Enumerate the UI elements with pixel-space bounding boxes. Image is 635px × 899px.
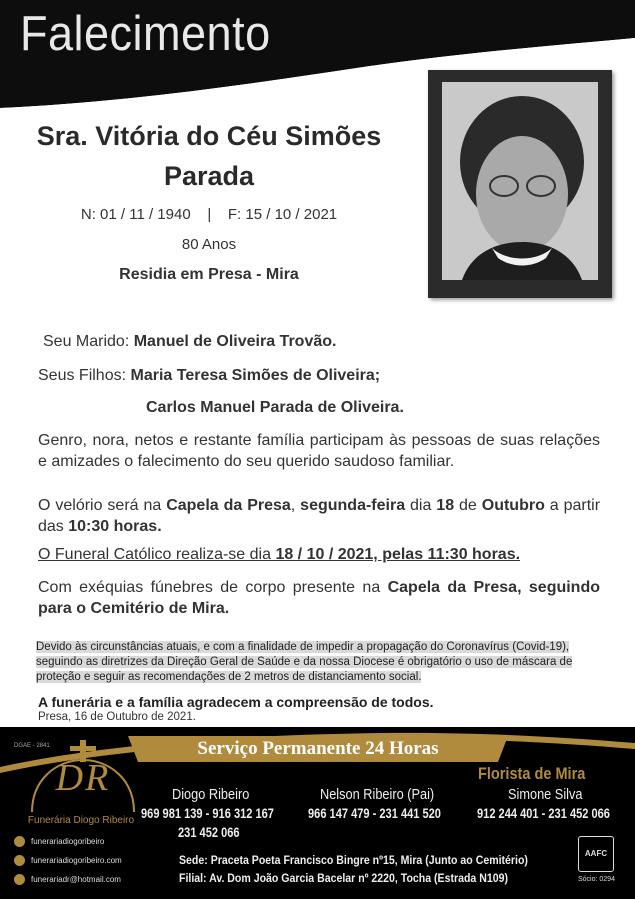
dgae-number: DGAE - 2841 bbox=[14, 743, 50, 749]
filial-address: Filial: Av. Dom João Garcia Bacelar nº 2220, Tocha (Estrada N109) bbox=[179, 871, 508, 885]
deceased-name-line1: Sra. Vitória do Céu Simões bbox=[36, 121, 382, 151]
website-link[interactable]: funerariadiogoribeiro.com bbox=[14, 855, 122, 866]
mail-icon bbox=[14, 874, 25, 885]
florista-label: Florista de Mira bbox=[478, 765, 586, 783]
facebook-link[interactable]: funerariadiogoribeiro bbox=[14, 836, 104, 847]
funeral-line: O Funeral Católico realiza-se dia 18 / 10 / 2021, pelas 11:30 horas. bbox=[38, 546, 521, 563]
exequies-text: Com exéquias fúnebres de corpo presente na Capela da Presa, seguindo para o Cemitério de Mira. bbox=[38, 579, 601, 617]
wake-text: O velório será na Capela da Presa, segunda-feira dia 18 de Outubro a partir das 10:30 horas. bbox=[38, 497, 601, 535]
children-label: Seus Filhos: bbox=[38, 367, 127, 384]
contact-1-phones-2: 231 452 066 bbox=[178, 825, 240, 840]
web-icon bbox=[14, 855, 25, 866]
deceased-name-line2: Parada bbox=[163, 161, 255, 191]
place-date: Presa, 16 de Outubro de 2021. bbox=[38, 711, 196, 723]
contact-2-name: Nelson Ribeiro (Pai) bbox=[320, 787, 435, 803]
page-title: Falecimento bbox=[20, 7, 271, 61]
logo-name: Funerária Diogo Ribeiro bbox=[27, 815, 135, 826]
sede-address: Sede: Praceta Poeta Francisco Bingre nº15, Mira (Junto ao Cemitério) bbox=[179, 853, 528, 867]
birth-death-dates: N: 01 / 11 / 1940 | F: 15 / 10 / 2021 bbox=[80, 206, 338, 223]
logo-initials: DR bbox=[55, 757, 111, 799]
contact-1-name: Diogo Ribeiro bbox=[172, 787, 250, 803]
aafc-badge-icon: AAFC bbox=[578, 836, 614, 872]
portrait-photo bbox=[442, 82, 598, 280]
email-link[interactable]: funerariadr@hotmail.com bbox=[14, 874, 121, 885]
announcement-text: Genro, nora, netos e restante família participam às pessoas de suas relações e amizades o falecimento do seu querido saudoso familiar. bbox=[38, 432, 600, 470]
age: 80 Anos bbox=[181, 236, 237, 253]
child-1: Maria Teresa Simões de Oliveira; bbox=[130, 367, 381, 384]
children-line bbox=[38, 367, 380, 385]
covid-notice: Devido às circunstâncias atuais, e com a finalidade de impedir a propagação do Coronavírus (Covid-19), seguindo as diretrizes da Direção Geral de Saúde e da nossa Diocese é obrigatório o uso de máscara de proteção e seguir as recomendações de 2 metros de distanciamento social. bbox=[36, 641, 573, 683]
thanks-text: A funerária e a família agradecem a compreensão de todos. bbox=[38, 694, 434, 710]
contact-3-phones: 912 244 401 - 231 452 066 bbox=[477, 806, 610, 821]
facebook-icon bbox=[14, 836, 25, 847]
contact-3-name: Simone Silva bbox=[508, 787, 583, 803]
husband-line bbox=[43, 333, 336, 351]
residence: Residia em Presa - Mira bbox=[119, 266, 299, 283]
child-2: Carlos Manuel Parada de Oliveira. bbox=[146, 399, 404, 416]
husband-label: Seu Marido: bbox=[43, 333, 130, 350]
contact-2-phones: 966 147 479 - 231 441 520 bbox=[308, 806, 441, 821]
service-title: Serviço Permanente 24 Horas bbox=[197, 738, 439, 759]
portrait-frame bbox=[428, 70, 612, 298]
husband-name: Manuel de Oliveira Trovão. bbox=[133, 333, 337, 350]
socio-number: Sócio: 0294 bbox=[578, 876, 615, 883]
contact-1-phones: 969 981 139 - 916 312 167 bbox=[141, 806, 274, 821]
